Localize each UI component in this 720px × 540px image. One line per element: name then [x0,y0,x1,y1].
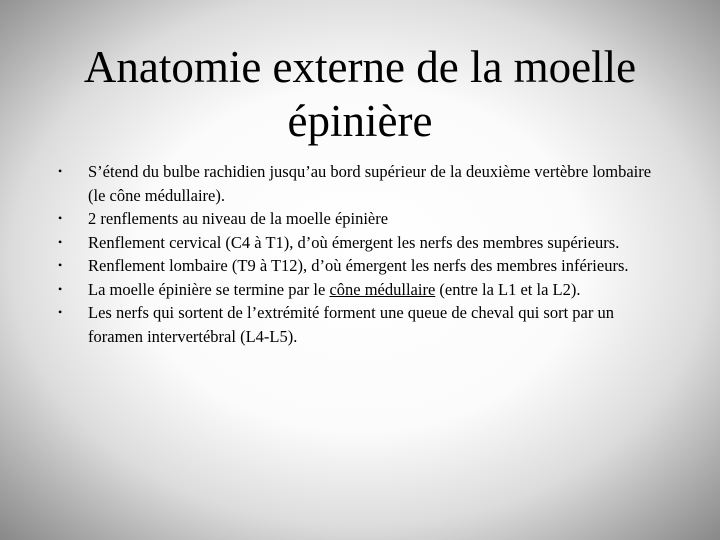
bullet-item [58,231,658,255]
bullet-item [58,207,658,231]
bullet-text: Renflement cervical (C4 à T1), d’où émergent les nerfs des membres supérieurs. [88,232,620,252]
bullet-text-before: La moelle épinière se termine par le [88,279,330,299]
bullet-dot-icon: • [58,258,63,272]
bullet-text: Les nerfs qui sortent de l’extrémité forment une queue de cheval qui sort par un foramen intervertébral (L4-L5). [88,303,614,346]
bullet-dot-icon: • [58,234,63,249]
bullet-item [58,301,658,348]
bullet-item [58,278,658,302]
cone-medullaire-term: cône médullaire [329,279,436,299]
bullet-dot-icon: • [58,281,63,296]
bullet-dot-icon: • [58,211,63,225]
bullet-item [58,160,658,207]
slide-title: Anatomie externe de la moelle épinière [83,42,637,146]
bullet-list [58,160,658,348]
bullet-item [58,254,658,278]
bullet-text: Renflement lombaire (T9 à T12), d’où émergent les nerfs des membres inférieurs. [88,256,629,275]
bullet-text: 2 renflements au niveau de la moelle épinière [88,209,389,228]
bullet-text: S’étend du bulbe rachidien jusqu’au bord supérieur de la deuxième vertèbre lombaire (le cône médullaire). [88,162,652,205]
bullet-text-after: (entre la L1 et la L2). [435,279,581,299]
bullet-dot-icon: • [58,164,63,178]
bullet-dot-icon: • [58,305,63,319]
